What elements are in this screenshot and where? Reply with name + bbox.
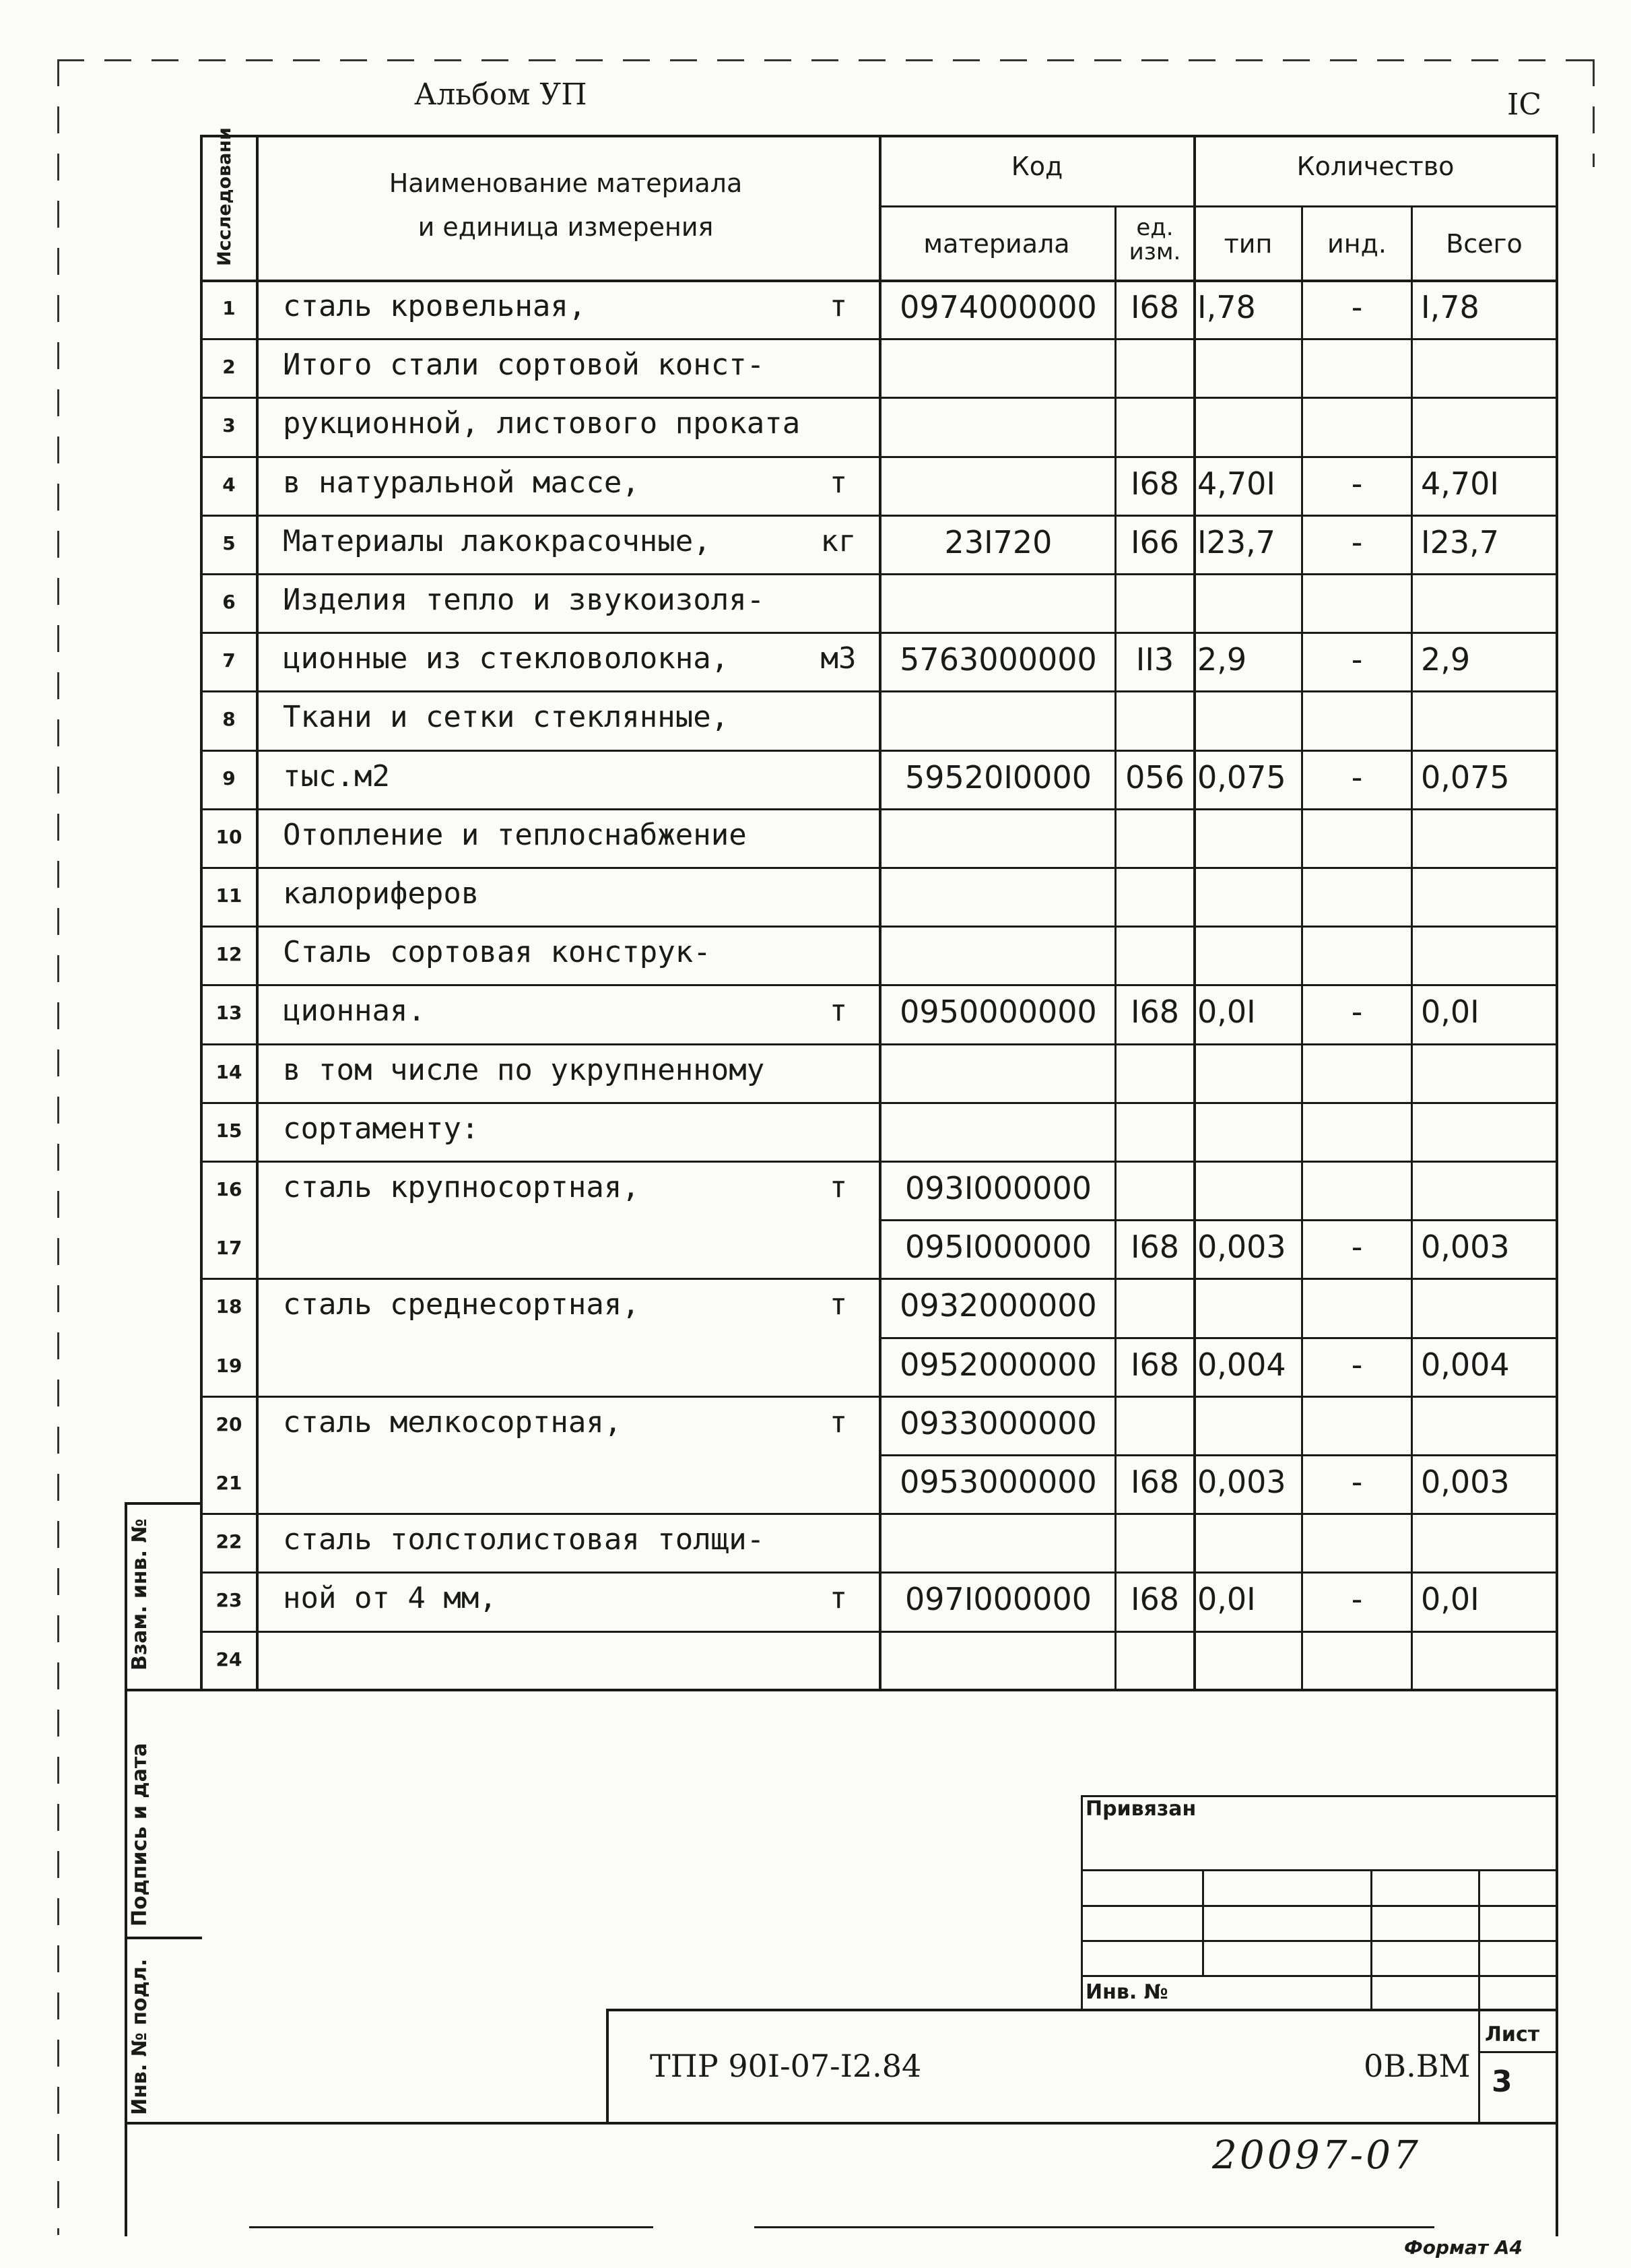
cell-total: 0,004 — [1421, 1346, 1510, 1383]
doc-code-left — [606, 2009, 609, 2123]
cell-ed: I68 — [1130, 1581, 1180, 1618]
cell-total: 0,003 — [1421, 1229, 1510, 1266]
cell-code: 0974000000 — [900, 289, 1097, 325]
cell-name: ционные из стекловолокна, — [283, 641, 729, 676]
cell-tip: I,78 — [1197, 289, 1256, 325]
row-divider — [200, 808, 1556, 810]
stamp-podpis-data: Подпись и дата — [128, 1743, 152, 1926]
cell-n: 5 — [222, 531, 236, 554]
cell-ind: - — [1351, 641, 1363, 678]
cell-ed: II3 — [1135, 641, 1174, 678]
cell-name: сталь кровельная, — [283, 289, 587, 323]
row-divider — [200, 1278, 1556, 1280]
cell-name: Ткани и сетки стеклянные, — [283, 700, 729, 735]
cell-n: 7 — [222, 649, 236, 672]
cell-tip: 0,075 — [1197, 758, 1286, 796]
cell-n: 18 — [215, 1295, 242, 1318]
privyazan-label: Привязан — [1086, 1797, 1197, 1821]
row-divider — [200, 1513, 1556, 1515]
frame-top-dashed — [57, 59, 1593, 61]
stamp-vzam-inv: Взам. инв. № — [128, 1518, 152, 1671]
header-qty-ind: инд. — [1327, 229, 1387, 259]
cell-code: 0933000000 — [900, 1404, 1097, 1441]
header-qty-type: тип — [1224, 229, 1273, 259]
header-stamp: Исследовани — [214, 127, 235, 266]
cell-code: 097I000000 — [905, 1581, 1092, 1618]
side-stamp-left-border — [125, 1502, 127, 2236]
row-divider — [200, 456, 1556, 458]
cell-total: I,78 — [1421, 289, 1479, 325]
cell-n: 15 — [215, 1119, 242, 1142]
title-block-col2 — [1202, 1869, 1204, 1975]
cell-unit: т — [829, 1581, 848, 1616]
cell-ed: I66 — [1130, 523, 1180, 560]
cell-n: 22 — [215, 1530, 242, 1553]
cell-n: 2 — [222, 356, 236, 379]
cell-n: 13 — [215, 1002, 242, 1025]
row-divider — [200, 690, 1556, 692]
cell-name: сортаменту: — [283, 1111, 479, 1146]
cell-unit: т — [829, 994, 848, 1029]
cell-n: 19 — [215, 1354, 242, 1377]
title-block-row2 — [1081, 1869, 1556, 1871]
cell-unit: т — [829, 1170, 848, 1204]
title-block-col4 — [1478, 1869, 1480, 2122]
cell-n: 10 — [215, 825, 242, 848]
cell-name: в натуральной массе, — [283, 465, 640, 500]
cell-unit: т — [829, 465, 848, 500]
cell-n: 17 — [215, 1237, 242, 1260]
cell-n: 1 — [222, 297, 236, 319]
cell-name: сталь толстолистовая толщи- — [283, 1522, 765, 1557]
cell-name: ционная. — [283, 994, 426, 1029]
cell-total: 0,0I — [1421, 994, 1479, 1031]
row-divider — [879, 1337, 1556, 1339]
row-divider — [200, 1161, 1556, 1163]
cell-name: Изделия тепло и звукоизоля- — [283, 583, 765, 617]
footer-line-left — [249, 2226, 653, 2228]
sheet-label-divider — [1478, 2051, 1556, 2053]
cell-ed: 056 — [1125, 758, 1185, 796]
cell-name: Итого стали сортовой конст- — [283, 348, 765, 383]
cell-tip: 4,70I — [1197, 465, 1275, 502]
title-block-left-border — [1081, 1795, 1083, 2011]
cell-tip: I23,7 — [1197, 523, 1275, 560]
cell-code: 59520I0000 — [905, 758, 1092, 796]
frame-left-dashed — [57, 59, 59, 2235]
title-block-col3 — [1370, 1869, 1372, 2011]
cell-n: 11 — [215, 884, 242, 907]
cell-ed: I68 — [1130, 465, 1180, 502]
cell-n: 20 — [215, 1413, 242, 1435]
album-label: Альбом УП — [414, 77, 587, 112]
cell-total: 2,9 — [1421, 641, 1471, 678]
cell-tip: 0,004 — [1197, 1346, 1286, 1383]
row-divider — [879, 1219, 1556, 1221]
header-qty-total: Всего — [1446, 229, 1523, 259]
cell-name: калориферов — [283, 876, 479, 911]
cell-code: 0953000000 — [900, 1464, 1097, 1500]
doc-type: 0В.ВМ — [1364, 2048, 1471, 2084]
cell-name: Сталь сортовая конструк- — [283, 935, 711, 970]
cell-name: тыс.м2 — [283, 758, 390, 793]
handwritten-number: 20097-07 — [1212, 2132, 1421, 2178]
cell-tip: 2,9 — [1197, 641, 1247, 678]
row-divider — [200, 867, 1556, 869]
cell-n: 14 — [215, 1060, 242, 1083]
row-divider — [200, 984, 1556, 986]
cell-code: 095I000000 — [905, 1229, 1092, 1266]
row-divider — [200, 1102, 1556, 1104]
cell-unit: т — [829, 289, 848, 323]
cell-ind: - — [1351, 523, 1363, 560]
cell-total: I23,7 — [1421, 523, 1499, 560]
rownum-divider — [256, 135, 259, 1691]
cell-n: 3 — [222, 414, 236, 437]
code-qty-divider — [1193, 135, 1196, 1691]
cell-unit: м3 — [820, 641, 857, 676]
cell-tip: 0,0I — [1197, 1581, 1256, 1618]
cell-unit: т — [829, 1287, 848, 1322]
table-bottom-border — [125, 1689, 1558, 1691]
corner-page-number: IC — [1507, 88, 1542, 122]
cell-code: 23I720 — [944, 523, 1053, 560]
table-top-border — [200, 135, 1558, 137]
cell-total: 4,70I — [1421, 465, 1499, 502]
cell-code: 0952000000 — [900, 1346, 1097, 1383]
header-name-line1: Наименование материала — [389, 168, 743, 198]
cell-tip: 0,0I — [1197, 994, 1256, 1031]
cell-n: 4 — [222, 473, 236, 496]
cell-unit: т — [829, 1404, 848, 1439]
ind-total-divider — [1411, 207, 1413, 1691]
side-stamp-divider-2 — [125, 1937, 202, 1939]
cell-ed: I68 — [1130, 289, 1180, 325]
header-subdivider — [879, 205, 1556, 207]
cell-name: Материалы лакокрасочные, — [283, 523, 711, 558]
cell-name: Отопление и теплоснабжение — [283, 817, 747, 852]
header-qty-group: Количество — [1296, 152, 1455, 181]
cell-name: ной от 4 мм, — [283, 1581, 497, 1616]
cell-tip: 0,003 — [1197, 1464, 1286, 1500]
name-code-divider — [879, 135, 881, 1691]
frame-right-dashed — [1593, 59, 1595, 167]
header-name-line2: и единица измерения — [418, 212, 714, 242]
side-stamp-top-border — [125, 1502, 202, 1505]
cell-ed: I68 — [1130, 1464, 1180, 1500]
cell-code: 093I000000 — [905, 1170, 1092, 1206]
cell-ind: - — [1351, 994, 1363, 1031]
cell-unit: кг — [820, 523, 857, 558]
cell-ed: I68 — [1130, 994, 1180, 1031]
row-divider — [200, 1043, 1556, 1045]
doc-code-top — [606, 2009, 1558, 2011]
table-right-border — [1556, 135, 1558, 2236]
sheet-label: Лист — [1485, 2023, 1540, 2046]
cell-tip: 0,003 — [1197, 1229, 1286, 1266]
cell-n: 21 — [215, 1472, 242, 1494]
row-divider — [879, 1454, 1556, 1456]
cell-ind: - — [1351, 289, 1363, 325]
cell-name: сталь крупносортная, — [283, 1170, 640, 1204]
cell-n: 24 — [215, 1648, 242, 1671]
cell-n: 9 — [222, 767, 236, 789]
doc-code: ТПР 90I-07-I2.84 — [650, 2048, 922, 2084]
header-code-material: материала — [923, 229, 1070, 259]
row-divider — [200, 515, 1556, 517]
page-bottom-border — [125, 2122, 1558, 2125]
footer-line-right — [754, 2226, 1434, 2228]
cell-n: 8 — [222, 708, 236, 731]
row-divider — [200, 632, 1556, 634]
cell-n: 12 — [215, 943, 242, 966]
cell-ind: - — [1351, 758, 1363, 796]
row-divider — [200, 338, 1556, 340]
cell-total: 0,075 — [1421, 758, 1510, 796]
header-bottom-border — [200, 280, 1558, 282]
cell-name: сталь мелкосортная, — [283, 1404, 622, 1439]
cell-n: 23 — [215, 1589, 242, 1612]
cell-name: сталь среднесортная, — [283, 1287, 640, 1322]
cell-name: рукционной, листового проката — [283, 406, 801, 441]
cell-total: 0,0I — [1421, 1581, 1479, 1618]
row-divider — [200, 1572, 1556, 1574]
cell-n: 16 — [215, 1178, 242, 1200]
cell-total: 0,003 — [1421, 1464, 1510, 1500]
title-block-row3 — [1081, 1905, 1556, 1907]
title-block-row5 — [1081, 1975, 1556, 1977]
row-divider — [200, 1396, 1556, 1398]
cell-name: в том числе по укрупненному — [283, 1052, 765, 1087]
cell-ed: I68 — [1130, 1346, 1180, 1383]
cell-ind: - — [1351, 1464, 1363, 1500]
stamp-inv-podl: Инв. № подл. — [128, 1958, 152, 2115]
cell-code: 0950000000 — [900, 994, 1097, 1031]
row-divider — [200, 750, 1556, 752]
header-code-group: Код — [1011, 152, 1063, 181]
cell-code: 5763000000 — [900, 641, 1097, 678]
header-code-unit: ед. изм. — [1129, 214, 1181, 265]
row-divider — [200, 397, 1556, 399]
format-label: Формат А4 — [1404, 2236, 1523, 2259]
cell-ind: - — [1351, 465, 1363, 502]
sheet-number: 3 — [1492, 2065, 1512, 2099]
row-divider — [200, 926, 1556, 928]
cell-ind: - — [1351, 1581, 1363, 1618]
cell-ed: I68 — [1130, 1229, 1180, 1266]
cell-code: 0932000000 — [900, 1287, 1097, 1324]
cell-n: 6 — [222, 591, 236, 613]
inv-no-label: Инв. № — [1086, 1980, 1168, 2004]
title-block-row4 — [1081, 1940, 1556, 1942]
cell-ind: - — [1351, 1229, 1363, 1266]
row-divider — [200, 1631, 1556, 1633]
row-divider — [200, 573, 1556, 575]
cell-ind: - — [1351, 1346, 1363, 1383]
